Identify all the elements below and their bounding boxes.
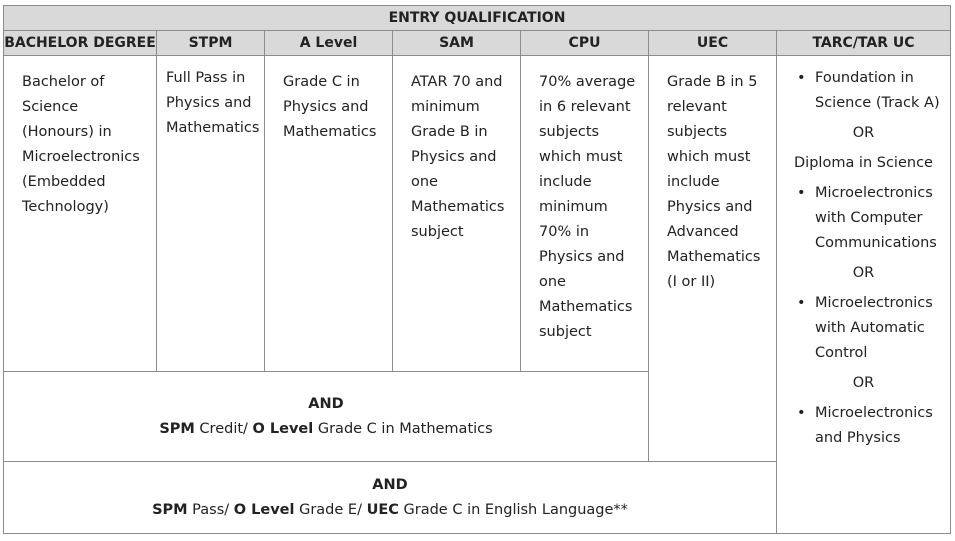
or-label: OR — [852, 125, 875, 141]
or-label: OR — [852, 375, 875, 391]
tarc-item-computer-communications: • Microelectronics with Computer Communications — [805, 181, 942, 256]
col-header-cpu: CPU — [521, 31, 649, 56]
col-header-stpm: STPM — [157, 31, 265, 56]
col-header-tarc: TARC/TAR UC — [777, 31, 951, 56]
tarc-cell — [777, 56, 951, 534]
and-label: AND — [308, 395, 344, 412]
col-header-bachelor: BACHELOR DEGREE — [4, 31, 157, 56]
uec-cell — [649, 56, 777, 462]
cpu-cell — [521, 56, 649, 372]
alevel-cell — [265, 56, 393, 372]
sam-cell — [393, 56, 521, 372]
stpm-requirement: Full Pass in Physics and Mathematics — [166, 70, 260, 136]
entry-qualification-table — [3, 5, 951, 534]
tarc-item-physics: • Microelectronics and Physics — [805, 401, 942, 451]
cpu-requirement: 70% average in 6 relevant subjects which must include minimum 70% in Physics and one Mathematics subject — [539, 74, 636, 340]
col-header-uec: UEC — [649, 31, 777, 56]
table-title: ENTRY QUALIFICATION — [4, 6, 951, 31]
sam-requirement: ATAR 70 and minimum Grade B in Physics and one Mathematics subject — [411, 74, 505, 240]
tarc-item-automatic-control: • Microelectronics with Automatic Control — [805, 291, 942, 366]
english-requirement: SPM Pass/ O Level Grade E/ UEC Grade C in English Language** — [152, 501, 628, 518]
col-header-sam: SAM — [393, 31, 521, 56]
uec-requirement: Grade B in 5 relevant subjects which must include Physics and Advanced Mathematics (I or II) — [667, 74, 761, 290]
or-label: OR — [852, 265, 875, 281]
col-header-alevel: A Level — [265, 31, 393, 56]
and-label: AND — [372, 476, 408, 493]
alevel-requirement: Grade C in Physics and Mathematics — [283, 74, 377, 140]
stpm-cell — [157, 56, 265, 372]
degree-cell — [4, 56, 157, 372]
and-english-row — [4, 462, 777, 534]
tarc-diploma: Diploma in Science — [794, 155, 933, 171]
degree-name: Bachelor of Science (Honours) in Microelectronics (Embedded Technology) — [22, 74, 140, 215]
mathematics-requirement: SPM Credit/ O Level Grade C in Mathematics — [159, 420, 493, 437]
and-mathematics-row — [4, 372, 649, 462]
tarc-item-foundation: • Foundation in Science (Track A) — [805, 66, 942, 116]
